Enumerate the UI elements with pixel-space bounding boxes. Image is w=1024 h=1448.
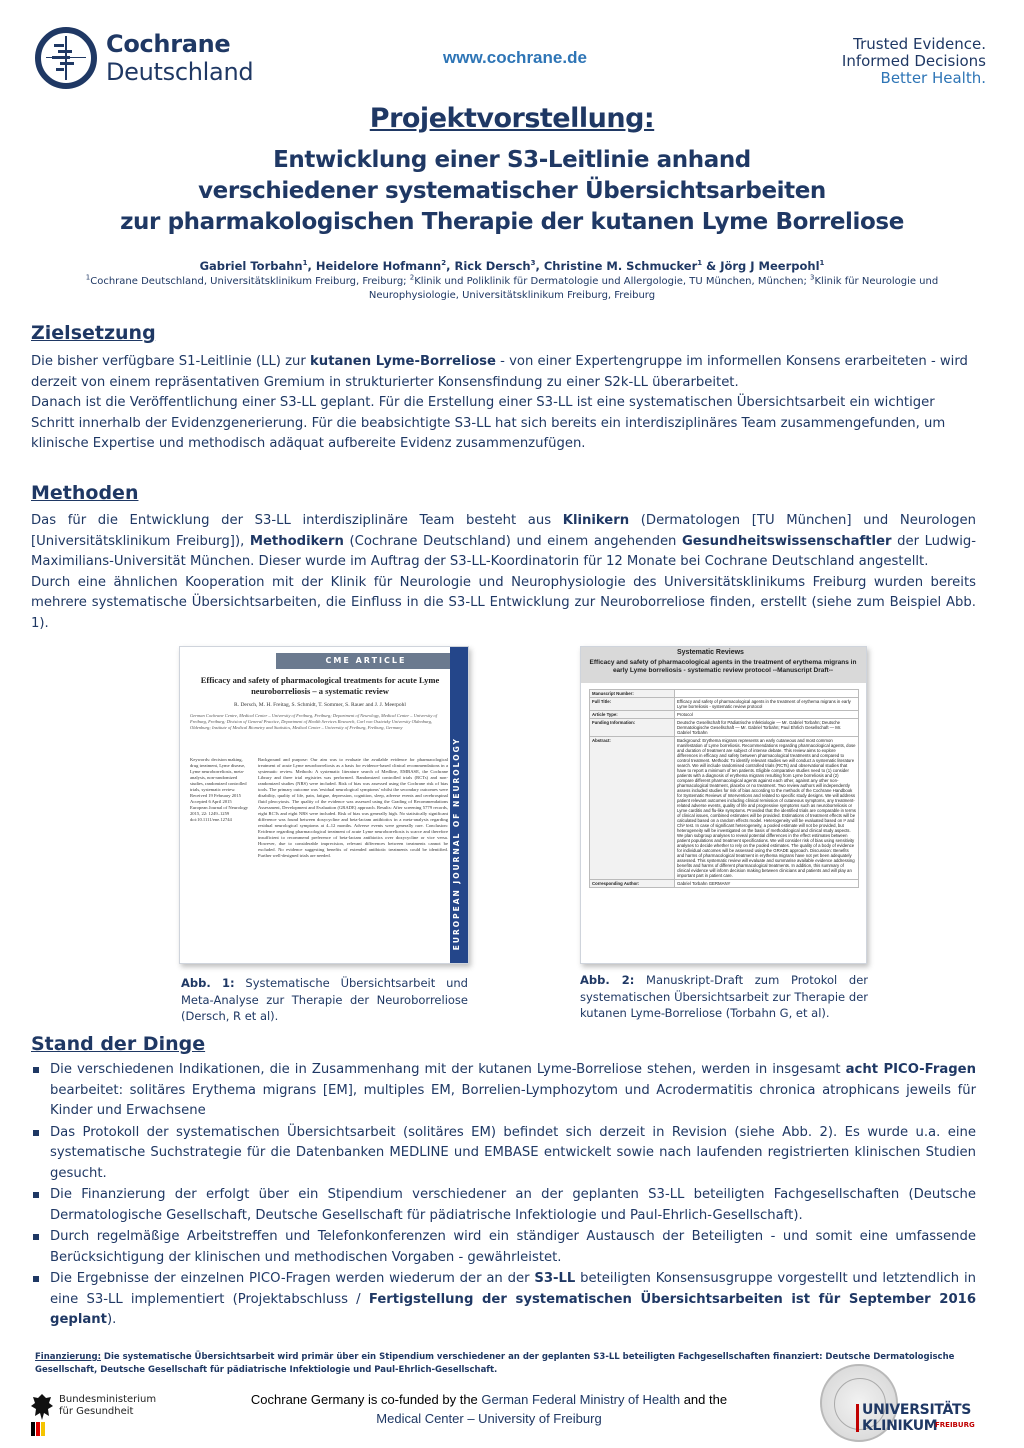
affiliation-text: Klinik für Neurologie und Neurophysiologie, Universitätsklinikum Freiburg, Freiburg xyxy=(368,276,939,301)
methoden-text xyxy=(31,511,976,634)
table-row xyxy=(590,690,859,698)
author-name: & Jörg J Meerpohl xyxy=(702,259,820,273)
figure-2-journal-label: Systematic Reviews xyxy=(677,649,744,656)
subtitle-line-3: zur pharmakologischen Therapie der kutanen Lyme Borreliose xyxy=(120,209,904,235)
affiliation-text: Klinik und Poliklinik für Dermatologie und Allergologie, TU München, München; xyxy=(414,276,811,287)
figure-1-article-band: CME ARTICLE xyxy=(276,653,456,669)
figure-1-caption xyxy=(181,975,468,1025)
bullet-5-text-mid: beteiligten Konsensusgruppe vorgestellt und letztendlich in eine S3-LL implementiert (Projektabschluss / xyxy=(50,1271,976,1307)
cofunding-line-1 xyxy=(200,1390,778,1409)
bullet-4-text: Durch regelmäßige Arbeitstreffen und Telefonkonferenzen wird ein ständiger Austausch der Beteiligten - und somit eine umfassende Berücksichtigung der klinischen und methodischen Vorgaben - gewährleistet. xyxy=(50,1229,976,1265)
zielsetzung-p2: Danach ist die Veröffentlichung einer S3-LL geplant. Für die Erstellung einer S3-LL ist eine systematischen Übersichtsarbeit ein wichtiger Schritt innerhalb der Evidenzgenerierung. Für die beabsichtigte S3-LL hat sich bereits ein interdisziplinäres Team zusammengefunden, um klinische Expertise und methodisch adäquat aufbereite Evidenz zusammenzufügen. xyxy=(31,395,946,451)
cochrane-emblem-icon xyxy=(34,26,98,90)
tagline-line-1: Trusted Evidence. xyxy=(853,35,986,53)
table-cell-key: Article Type: xyxy=(590,711,675,719)
table-cell-key: Full Title: xyxy=(590,698,675,711)
table-cell-value xyxy=(675,690,859,698)
figure-1-article-affiliations: German Cochrane Centre, Medical Center – University of Freiburg, Freiburg; Department of Neurology, Medical Center – University of Freiburg, Freiburg; Division of General Practice, Department of Health Services Research, Carl von Ossietzky University Oldenburg, Oldenburg; Institute of Medical Biometry and Statistics, Medical Center – University of Freiburg, Freiburg, Germany xyxy=(190,713,437,730)
figure-1-article-title: Efficacy and safety of pharmacological treatments for acute Lyme neuroborreliosis – a systematic review xyxy=(200,675,440,696)
table-cell-value: Deutsche Gesellschaft für Pädiatrische Infektiologie — Mr. Gabriel Torbahn; Deutsche Dermatologische Gesellschaft — Mr. Gabriel Torbahn; Paul Ehrlich Gesellschaft — Mr. Gabriel Torbahn xyxy=(675,719,859,737)
author-affiliation-mark: 3 xyxy=(530,259,536,268)
methoden-p1-e: (Cochrane Deutschland) und einem angehenden xyxy=(343,533,682,549)
bullet-1-emphasis: acht PICO-Fragen xyxy=(845,1062,976,1077)
bullet-5-text-end: ). xyxy=(106,1312,117,1327)
cofunding-text-and: and the xyxy=(680,1392,728,1407)
table-row xyxy=(590,719,859,737)
table-cell-value: Gabriel Torbahn GERMANY xyxy=(675,880,859,888)
bullet-5-text: Die Ergebnisse der einzelnen PICO-Fragen werden wiederum der an der xyxy=(50,1271,535,1286)
funding-label: Finanzierung: xyxy=(35,1352,101,1362)
website-link[interactable]: www.cochrane.de xyxy=(443,48,587,67)
figure-2-caption-text: Manuskript-Draft zum Protokol der systematischen Übersichtsarbeit zur Therapie der kutanen Lyme-Borreliose (Torbahn G, et al). xyxy=(580,973,868,1020)
table-cell-key: Abstract: xyxy=(590,737,675,880)
author-name: , Heidelore Hofmann xyxy=(307,259,442,273)
figure-1-keywords: Keywords: decision making, drug treatment, Lyme disease, Lyme neuroborreliosis, meta-analysis, non-randomized studies, randomized controlled trials, systematic review. Received 19 February 2015 Accepted 6 April 2015 European Journal of Neurology 2015, 22: 1249–1259 doi:10.1111/ene.12744 xyxy=(190,757,249,822)
tagline-line-3: Better Health. xyxy=(880,69,986,87)
cofunding-line-2: Medical Center – University of Freiburg xyxy=(376,1411,602,1426)
figure-1-article-authors: R. Dersch, M. H. Freitag, S. Schmidt, T. Sommer, S. Rauer and J. J. Meerpohl xyxy=(234,702,406,708)
table-row xyxy=(590,737,859,880)
tagline xyxy=(842,36,986,87)
bullet-1-text-end: bearbeitet: solitäres Erythema migrans [EM], multiples EM, Borrelien-Lymphozytom und Acrodermatitis chronica atrophicans jeweils für Kinder und Erwachsene xyxy=(50,1082,976,1118)
section-heading-zielsetzung: Zielsetzung xyxy=(31,322,156,344)
uniklinikum-line-2: KLINIKUM xyxy=(862,1418,938,1434)
figure-2-caption xyxy=(580,972,868,1022)
author-affiliation-mark: 1 xyxy=(697,259,703,268)
uniklinikum-bar xyxy=(856,1404,859,1432)
affiliation-text: Cochrane Deutschland, Universitätsklinikum Freiburg, Freiburg; xyxy=(90,276,410,287)
subtitle-line-1: Entwicklung einer S3-Leitlinie anhand xyxy=(273,147,751,173)
author-affiliation-mark: 1 xyxy=(819,259,825,268)
bullet-5-emphasis: Fertigstellung der systematischen Übersichtsarbeiten ist für September 2016 geplant xyxy=(50,1291,976,1327)
author-name: Gabriel Torbahn xyxy=(199,259,303,273)
affiliation-mark: 1 xyxy=(85,273,91,282)
methoden-p1-c: (Dermatologen [TU München] und Neurologen [Universitätsklinikum Freiburg]), xyxy=(31,513,976,549)
cochrane-logo xyxy=(34,26,254,90)
bullet-3-text: Die Finanzierung der erfolgt über ein Stipendium verschiedener an der geplanten S3-LL beteiligten Fachgesellschaften (Deutsche Dermatologische Gesellschaft, Deutsche Gesellschaft für pädiatrische Infektiologie und Paul-Ehrlich-Gesellschaft). xyxy=(50,1187,976,1223)
zielsetzung-p1-end: - von einer Expertengruppe im informellen Konsens erarbeiteten - wird derzeit von einem repräsentativen Gremium in strukturierter Konsensfindung zu einer S2k-LL überarbeitet. xyxy=(31,354,968,390)
section-heading-stand-der-dinge: Stand der Dinge xyxy=(31,1033,206,1055)
figure-1-image xyxy=(179,646,469,964)
list-item xyxy=(31,1269,976,1331)
figure-2-manuscript-title: Efficacy and safety of pharmacological agents in the treatment of erythema migrans in early Lyme borreliosis - systematic review protocol --Manuscript Draft-- xyxy=(589,659,857,674)
author-name: , Rick Dersch xyxy=(446,259,531,273)
methoden-p1-a: Das für die Entwicklung der S3-LL interdisziplinäre Team besteht aus xyxy=(31,513,563,528)
table-cell-key: Manuscript Number: xyxy=(590,690,675,698)
methoden-p1-g: der Ludwig-Maximilians-Universität München. Dieser wurde im Auftrag der S3-LL-Koordinatorin für 12 Monate bei Cochrane Deutschland angestellt. xyxy=(31,533,976,569)
affiliation-mark: 3 xyxy=(810,273,815,282)
cofunding-statement xyxy=(200,1390,778,1428)
figure-2-manuscript-table xyxy=(589,689,859,888)
bullet-1-text: Die verschiedenen Indikationen, die in Zusammenhang mit der kutanen Lyme-Borreliose stehen, werden in insgesamt xyxy=(50,1062,846,1077)
figure-1-caption-label: Abb. 1: xyxy=(181,976,235,990)
logo-text-cochrane: Cochrane xyxy=(106,30,231,58)
cofunding-ministry: German Federal Ministry of Health xyxy=(481,1392,681,1407)
methoden-p2: Durch eine ähnlichen Kooperation mit der Klinik für Neurologie und Neurophysiologie des Universitätsklinikums Freiburg wurden bereits mehrere systematische Übersichtsarbeiten, die Einfluss in die S3-LL Entwicklung zur Neuroborreliose finden, erstellt (siehe zum Beispiel Abb. 1). xyxy=(31,574,976,631)
affiliation-mark: 2 xyxy=(409,273,415,282)
uniklinikum-logo xyxy=(856,1402,986,1442)
affiliations xyxy=(40,275,984,303)
uniklinikum-line-1: UNIVERSITÄTS xyxy=(862,1402,972,1418)
bullet-2-text: Das Protokoll der systematischen Übersichtsarbeit (solitäres EM) befindet sich derzeit in Revision (siehe Abb. 2). Es wurde u.a. eine systematische Suchstrategie für die Datenbanken MEDLINE und EMBASE entwickelt sowie nach laufenden registrierten klinischen Studien gesucht. xyxy=(50,1124,976,1181)
stand-bullet-list xyxy=(31,1060,976,1332)
methoden-methodiker: Methodikern xyxy=(249,533,344,549)
list-item xyxy=(31,1185,976,1226)
bmg-line-1: Bundesministerium xyxy=(59,1394,157,1405)
methoden-gesundheitswissenschaftler: Gesundheitswissenschaftler xyxy=(681,533,892,549)
subtitle-line-2: verschiedener systematischer Übersichtsarbeiten xyxy=(198,178,826,204)
figure-1-journal-sidebar xyxy=(450,647,468,963)
table-cell-value: Protocol xyxy=(675,711,859,719)
table-cell-key: Funding Information: xyxy=(590,719,675,737)
figure-2-header xyxy=(581,647,866,683)
bmg-logo xyxy=(29,1390,159,1442)
cofunding-text: Cochrane Germany is co-funded by the xyxy=(250,1392,482,1407)
table-cell-value: Background: Erythema migrans represents an early cutaneous and most common manifestation of Lyme borreliosis. Recommendations regarding pharmacological agents, dose and duration of treatment are subject of intense debate. This review aims to explore differences in efficacy and safety between pharmacological treatments and compared to control treatment. Methods: To identify relevant studies we will conduct a systematic literature search. We will include randomised controlled trials (RCTs) and observational studies that have to report a minimum of ten patients. Eligible comparative studies need to (1) consider patients with a diagnosis of erythema migrans resulting from Lyme borreliosis and (2) compare different pharmacological agents against each other, against any other non-pharmacological treatment, placebo or no treatment. Two review authors will independently assess included studies for risk of bias according to the methods of the Cochrane Handbook for Systematic Reviews of Interventions and related to specific study designs. We will address patient relevant outcomes including clinical remission of cutaneous symptoms, any treatment-related adverse events, quality of life and progressive symptoms such as neuroborreliosis or Lyme carditis and flu-like symptoms. Provided that the identified trials are comparable in terms of clinical issues, combined estimates will be provided. Estimations of treatment effects will be calculated based on a random effects model. Heterogeneity will be evaluated based on I² and Chi² test. In case of significant heterogeneity, a pooled estimate will not be provided, but heterogeneity will be investigated on the basis of methodological and clinical study aspects. We plan subgroup analyses to reveal potential differences in the effect estimates between patient populations and treatment specifications. We will consider risk of bias using sensitivity analyses to decide whether to rely on the pooled estimates. The quality of a body of evidence for individual outcomes will be assessed using the GRADE approach. Discussion: Benefits and harms of pharmacological treatment in erythema migrans have not yet been adequately assessed. This systematic review will evaluate and summarise available evidence addressing benefits and harms of different pharmacological treatments. In addition, this summary of clinical evidence will inform decision making between clinicians and patients and will play an important part in patient care. xyxy=(675,737,859,880)
zielsetzung-p1-start: Die bisher verfügbare S1-Leitlinie (LL) zur xyxy=(31,354,311,369)
list-item xyxy=(31,1227,976,1268)
federal-eagle-icon xyxy=(29,1390,55,1438)
bmg-line-2: für Gesundheit xyxy=(59,1406,134,1417)
uniklinikum-line-3: FREIBURG xyxy=(935,1421,975,1429)
table-row xyxy=(590,880,859,888)
methoden-kliniker: Klinikern xyxy=(562,513,630,528)
section-heading-methoden: Methoden xyxy=(31,482,139,504)
figure-1-abstract: Background and purpose: Our aim was to evaluate the available evidence for pharmacological treatment of acute Lyme neuroborreliosis as a basis for evidence-based clinical recommendations in a systematic review. Methods: A systematic literature search of Medline, EMBASE, the Cochrane Library and three trial registries was performed. Randomized controlled trials (RCTs) and non-randomized studies (NRS) were included. Risk of bias was assessed using the Cochrane risk of bias tools. The primary outcome was 'residual neurological symptoms' whilst the secondary outcomes were disability, quality of life, pain, fatigue, depression, cognition, sleep, adverse events and cerebrospinal fluid pleocytosis. The quality of the evidence was assessed using the Grading of Recommendations Assessment, Development and Evaluation (GRADE) approach. Results: After screening 5779 records, eight RCTs and eight NRS were included. Risk of bias was generally high. No statistically significant difference was found between doxycycline and beta-lactam antibiotics in a meta-analysis regarding residual neurological symptoms at 4–12 months. Adverse events were generally rare. Conclusion: Evidence regarding pharmacological treatment of acute Lyme neuroborreliosis is scarce and therefore insufficient to recommend preference of beta-lactam antibiotics over doxycycline or vice versa. However, due to considerable imprecision, relevant differences between treatments cannot be excluded. No evidence suggesting benefits of extended antibiotic treatments could be identified. Further well-designed trials are needed. xyxy=(258,757,448,858)
poster-title: Projektvorstellung: xyxy=(369,103,655,134)
figure-2-caption-label: Abb. 2: xyxy=(580,973,635,987)
figure-2-image xyxy=(580,646,867,964)
figure-1-journal-name: EUROPEAN JOURNAL OF NEUROLOGY xyxy=(452,737,461,951)
table-cell-key: Corresponding Author: xyxy=(590,880,675,888)
zielsetzung-p1-emphasis: kutanen Lyme-Borreliose xyxy=(310,354,496,369)
funding-text: Die systematische Übersichtsarbeit wird primär über ein Stipendium verschiedener an der geplanten S3-LL beteiligten Fachgesellschaften finanziert: Deutsche Dermatologische Gesellschaft, Deutsche Gesellschaft für pädiatrische Infektiologie und Paul-Ehrlich-Gesellschaft. xyxy=(35,1352,955,1375)
table-cell-value: Efficacy and safety of pharmacological agents in the treatment of erythema migrans in early Lyme borreliosis - systematic review protocol xyxy=(675,698,859,711)
author-name: , Christine M. Schmucker xyxy=(535,259,698,273)
list-item xyxy=(31,1060,976,1122)
table-row xyxy=(590,698,859,711)
author-affiliation-mark: 2 xyxy=(441,259,447,268)
zielsetzung-text xyxy=(31,352,976,455)
figure-1-caption-text: Systematische Übersichtsarbeit und Meta-Analyse zur Therapie der Neuroborreliose (Dersch, R et al). xyxy=(181,976,468,1023)
poster-subtitle xyxy=(0,145,1024,238)
list-item xyxy=(31,1123,976,1185)
logo-text-deutschland: Deutschland xyxy=(106,58,254,86)
author-list xyxy=(0,259,1024,273)
bmg-text xyxy=(59,1394,156,1418)
table-row xyxy=(590,711,859,719)
bullet-5-s3ll: S3-LL xyxy=(534,1271,576,1286)
author-affiliation-mark: 1 xyxy=(302,259,308,268)
tagline-line-2: Informed Decisions xyxy=(841,52,986,70)
